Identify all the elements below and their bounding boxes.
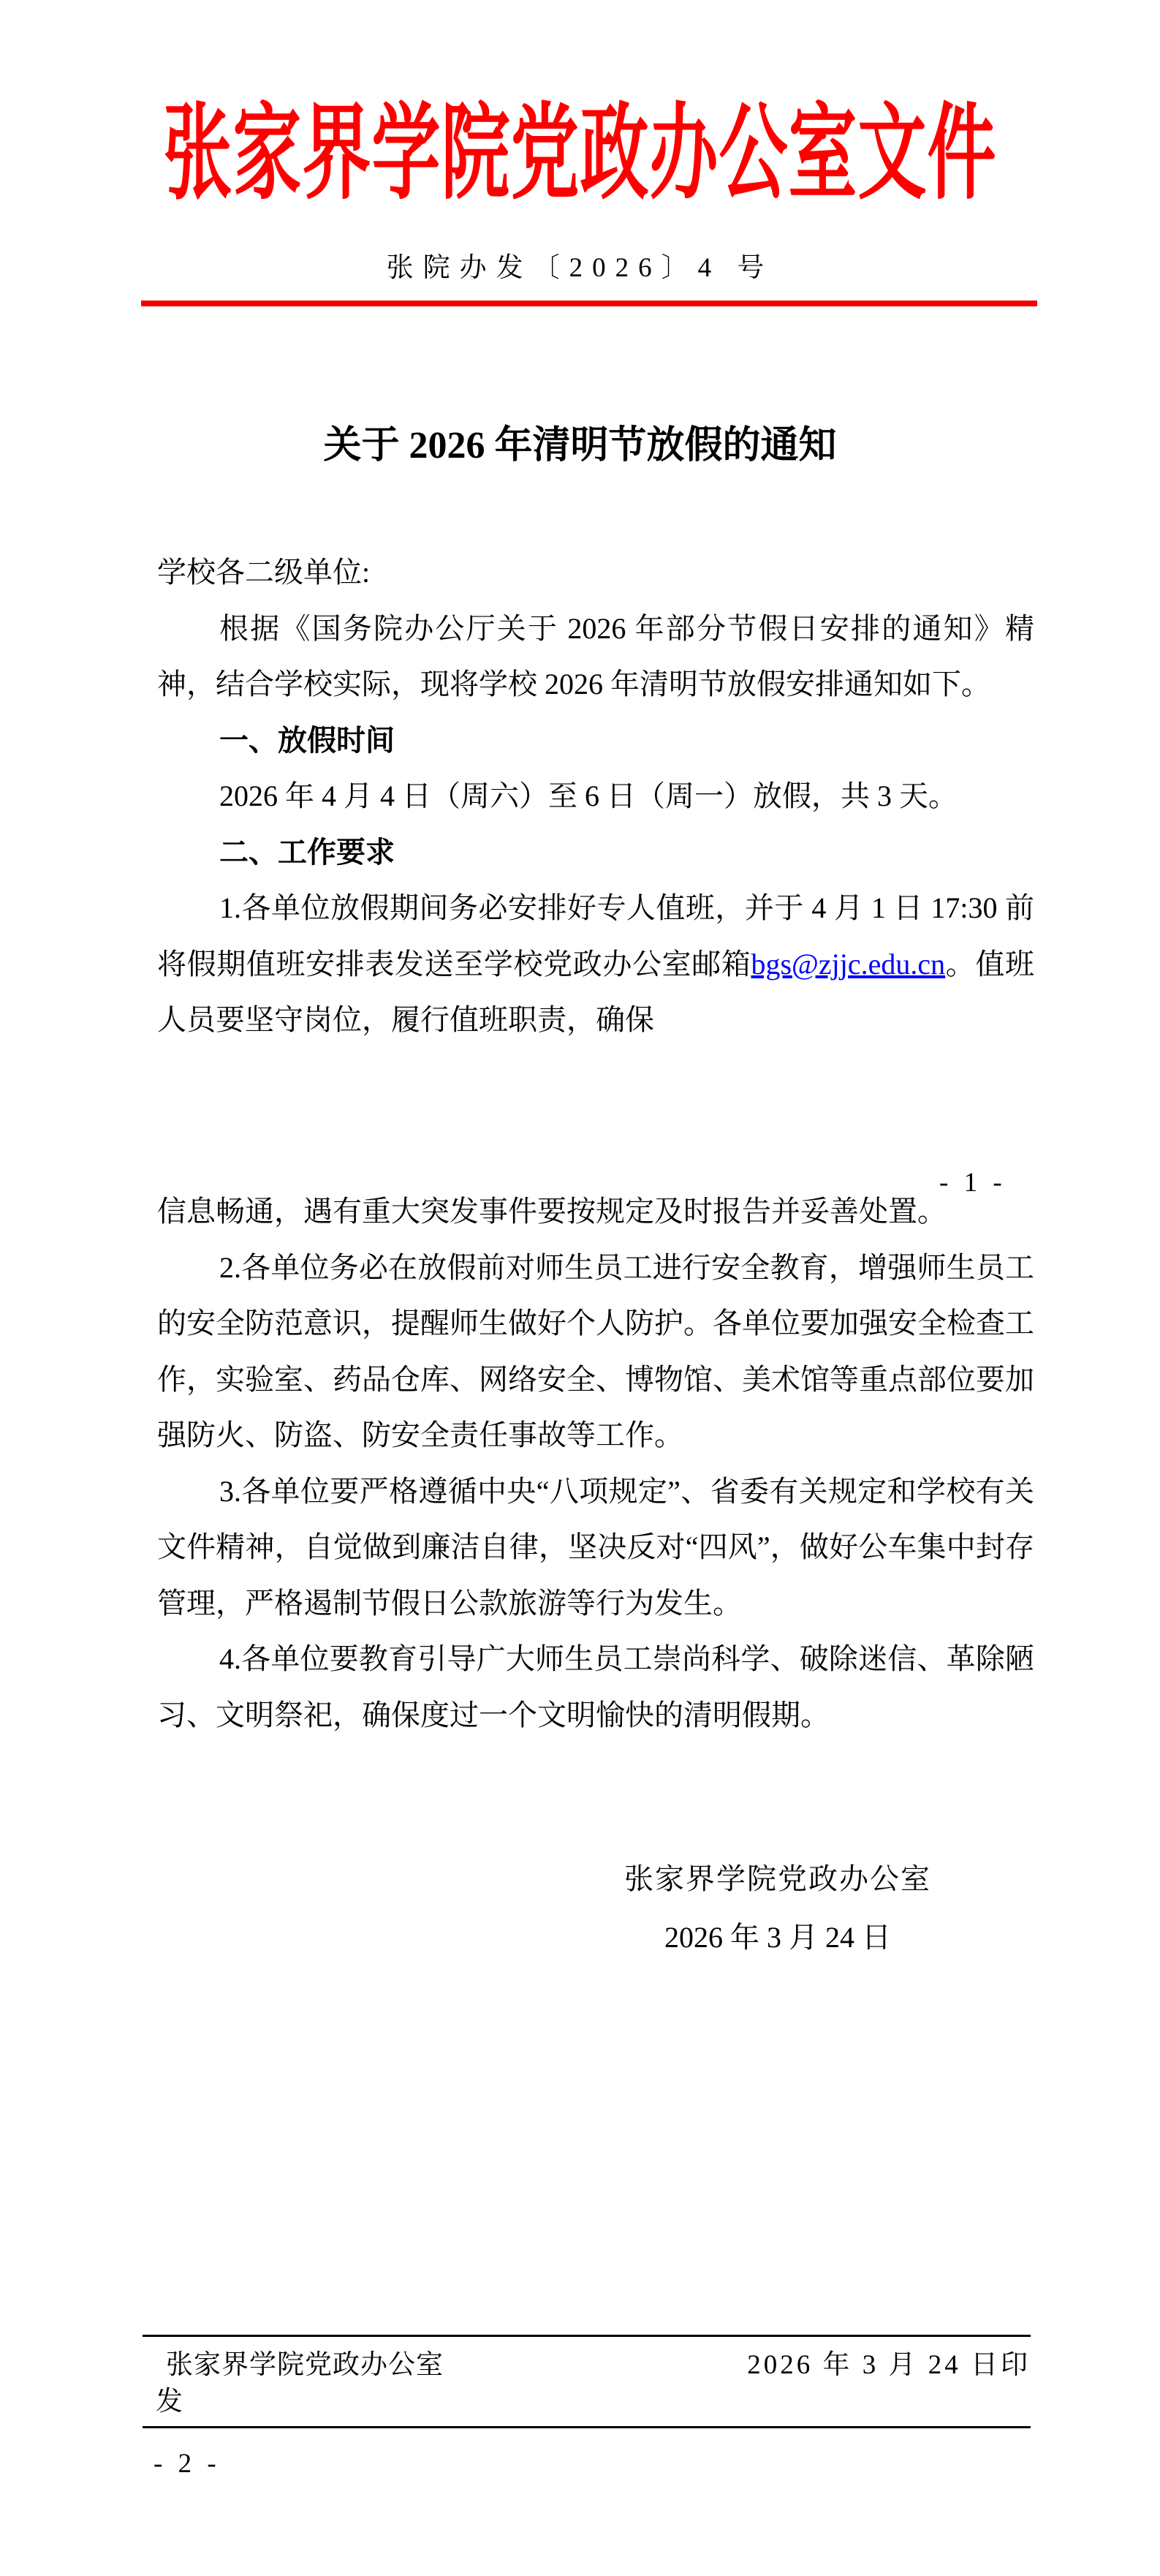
letterhead-title: 张家界学院党政办公室文件 xyxy=(163,97,997,213)
signature-block xyxy=(622,1850,933,1967)
footer-rule-top xyxy=(143,2335,1031,2337)
document-number: 张院办发〔2026〕4 号 xyxy=(386,253,774,283)
footer-print-date: 2026 年 3 月 24 日印 xyxy=(747,2350,1031,2380)
body-paragraph: 2.各单位务必在放假前对师生员工进行安全教育，增强师生员工的安全防范意识，提醒师生做好个人防护。各单位要加强安全检查工作，实验室、药品仓库、网络安全、博物馆、美术馆等重点部位要加强防火、防盗、防安全责任事故等工作。 xyxy=(157,1250,1034,1451)
body-paragraph: 3.各单位要严格遵循中央“八项规定”、省委有关规定和学校有关文件精神，自觉做到廉洁自律，坚决反对“四风”，做好公车集中封存管理，严格遏制节假日公款旅游等行为发生。 xyxy=(157,1474,1034,1620)
body-paragraph: 4.各单位要教育引导广大师生员工崇尚科学、破除迷信、革除陋习、文明祭祀，确保度过一个文明愉快的清明假期。 xyxy=(157,1642,1034,1731)
red-divider-rule xyxy=(141,301,1037,306)
page-number-2: - 2 - xyxy=(153,2449,221,2479)
footer-wrapped-char: 发 xyxy=(156,2387,183,2417)
salutation: 学校各二级单位: xyxy=(157,556,371,589)
paragraph-text: 。值班人员要坚守岗位，履行值班职责，确保 xyxy=(157,947,1035,1036)
body-paragraph xyxy=(157,880,1034,1049)
notice-title: 关于 2026 年清明节放假的通知 xyxy=(323,425,837,467)
body-page-2 xyxy=(157,1184,1034,1743)
paragraph-text: 1.各单位放假期间务必安排好专人值班，并于 4 月 1 日 17:30 前将假期值班安排表发送至学校党政办公室邮箱 xyxy=(157,891,1034,981)
section-heading: 一、放假时间 xyxy=(219,724,395,757)
body-paragraph: 根据《国务院办公厅关于 2026 年部分节假日安排的通知》精神，结合学校实际，现将学校 2026 年清明节放假安排通知如下。 xyxy=(157,611,1034,700)
email-link[interactable]: bgs@zjjc.edu.cn xyxy=(751,947,946,981)
body-paragraph: 2026 年 4 月 4 日（周六）至 6 日（周一）放假，共 3 天。 xyxy=(219,779,958,812)
signature-org: 张家界学院党政办公室 xyxy=(624,1862,931,1895)
body-page-1 xyxy=(157,545,1034,1049)
footer-imprint-row xyxy=(143,2347,1031,2384)
footer-issuing-org: 张家界学院党政办公室 xyxy=(166,2350,444,2380)
page-number-1: - 1 - xyxy=(939,1168,1007,1198)
signature-date: 2026 年 3 月 24 日 xyxy=(664,1921,891,1954)
body-paragraph: 信息畅通，遇有重大突发事件要按规定及时报告并妥善处置。 xyxy=(157,1195,947,1228)
section-heading: 二、工作要求 xyxy=(219,836,395,869)
footer-rule-bottom xyxy=(143,2426,1031,2428)
